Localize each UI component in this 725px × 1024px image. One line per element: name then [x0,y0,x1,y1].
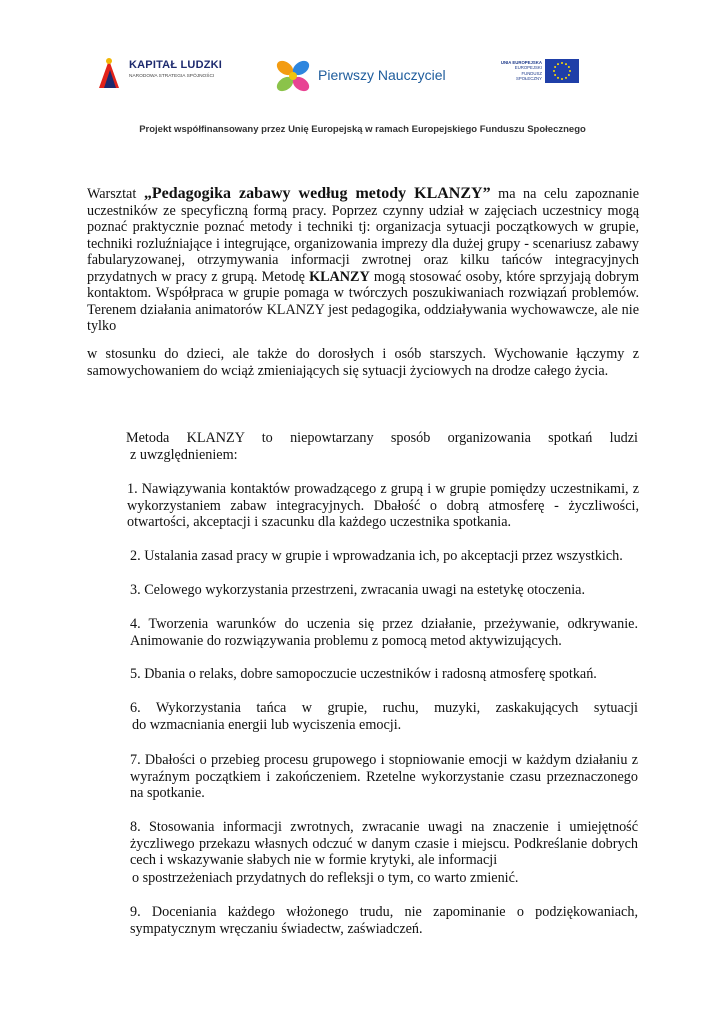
header-logos [0,40,725,110]
method-item-4: 4. Tworzenia warunków do uczenia się przez działanie, przeżywanie, odkrywanie. Animowanie do rozwiązywania problemu z pomocą metod aktywizujących. [130,616,638,649]
flower-emblem-icon [272,56,314,96]
intro-paragraph [87,186,639,335]
eu-flag-icon [545,59,579,83]
eu-logo [496,56,586,92]
workshop-title: „Pedagogika zabawy według metody KLANZY” [143,185,491,202]
klanzy-bold: KLANZY [309,268,370,285]
intro-text-2: mogą stosować osoby, które sprzyjają dobrym kontaktom. Współpraca w grupie pomaga w twórczych poszukiwaniach rozwiązań problemów. Terenem działania animatorów KLANZY jest pedagogika, oddziaływania wychowawcze, ale nie tylko [87,268,640,334]
method-item-9: 9. Doceniania każdego włożonego trudu, nie zapominanie o podziękowaniach, sympatycznym wręczaniu świadectw, zaświadczeń. [130,904,638,937]
method-item-3: 3. Celowego wykorzystania przestrzeni, zwracania uwagi na estetykę otoczenia. [130,582,585,598]
project-cofinancing-line: Projekt współfinansowany przez Unię Europejską w ramach Europejskiego Funduszu Społecznego [139,124,586,135]
intro-paragraph-end: w stosunku do dzieci, ale także do dorosłych i osób starszych. Wychowanie łączymy z samowychowaniem do wciąż zmieniających się sytuacji życiowych na drodze całego życia. [87,346,639,379]
method-item-8-cont: o spostrzeżeniach przydatnych do refleksji o tym, co warto zmienić. [132,870,519,886]
eu-line-2: EUROPEJSKI [514,65,542,71]
method-item-6-cont: do wzmacniania energii lub wyciszenia emocji. [132,717,402,733]
eu-line-1: UNIA EUROPEJSKA [500,60,542,65]
intro-prefix: Warsztat [87,186,144,202]
method-item-8: 8. Stosowania informacji zwrotnych, zwracanie uwagi na znaczenie i umiejętność życzliwego przekazu własnych odczuć w danym czasie i miejscu. Podkreślanie dobrych cech i wskazywanie słabych nie w formie krytyki, ale informacji [130,819,638,868]
eu-line-3: FUNDUSZ SPOŁECZNY [515,70,542,82]
kapital-ludzki-logo [95,54,225,92]
pierwszy-nauczyciel-logo [272,56,472,96]
method-item-6: 6. Wykorzystania tańca w grupie, ruchu, muzyki, zaskakujących sytuacji [130,700,638,716]
kapital-ludzki-emblem-icon [95,56,125,90]
method-lead: Metoda KLANZY to niepowtarzany sposób organizowania spotkań ludzi [126,430,638,446]
method-item-2: 2. Ustalania zasad pracy w grupie i wprowadzania ich, po akceptacji przez wszystkich. [130,548,623,564]
eu-text [496,60,542,82]
method-item-7: 7. Dbałości o przebieg procesu grupowego i stopniowanie emocji w każdym działaniu z wyraźnym początkiem i zakończeniem. Rzetelne wykorzystanie czasu przeznaczonego na spotkanie. [130,752,638,801]
pierwszy-nauczyciel-name: Pierwszy Nauczyciel [318,67,446,83]
method-item-1: 1. Nawiązywania kontaktów prowadzącego z grupą i w grupie pomiędzy uczestnikami, z wykorzystaniem zabaw integracyjnych. Dbałość o dobrą atmosferę - życzliwości, otwartości, akceptacji i szacunku dla każdego uczestnika spotkania. [127,481,639,530]
kapital-ludzki-title: KAPITAŁ LUDZKI [129,59,223,71]
method-lead-2: z uwzględnieniem: [130,447,238,463]
intro-text-1: ma na celu zapoznanie uczestników ze specyficzną formą pracy. Poprzez czynny udział w zajęciach uczestnicy mogą poznać praktycznie poznać metody i techniki tj: organizacja sytuacji początkowych w grupie, techniki rozluźniające i integrujące, organizowania imprezy dla dużej grupy - scenariusz zabawy fabularyzowanej, otrzymywania informacji zwrotnej oraz kilku tańców integracyjnych przydatnych w pracy z grupą. Metodę [87,186,639,285]
method-item-5: 5. Dbania o relaks, dobre samopoczucie uczestników i radosną atmosferę spotkań. [130,666,597,682]
kapital-ludzki-subtitle: NARODOWA STRATEGIA SPÓJNOŚCI [129,74,215,79]
